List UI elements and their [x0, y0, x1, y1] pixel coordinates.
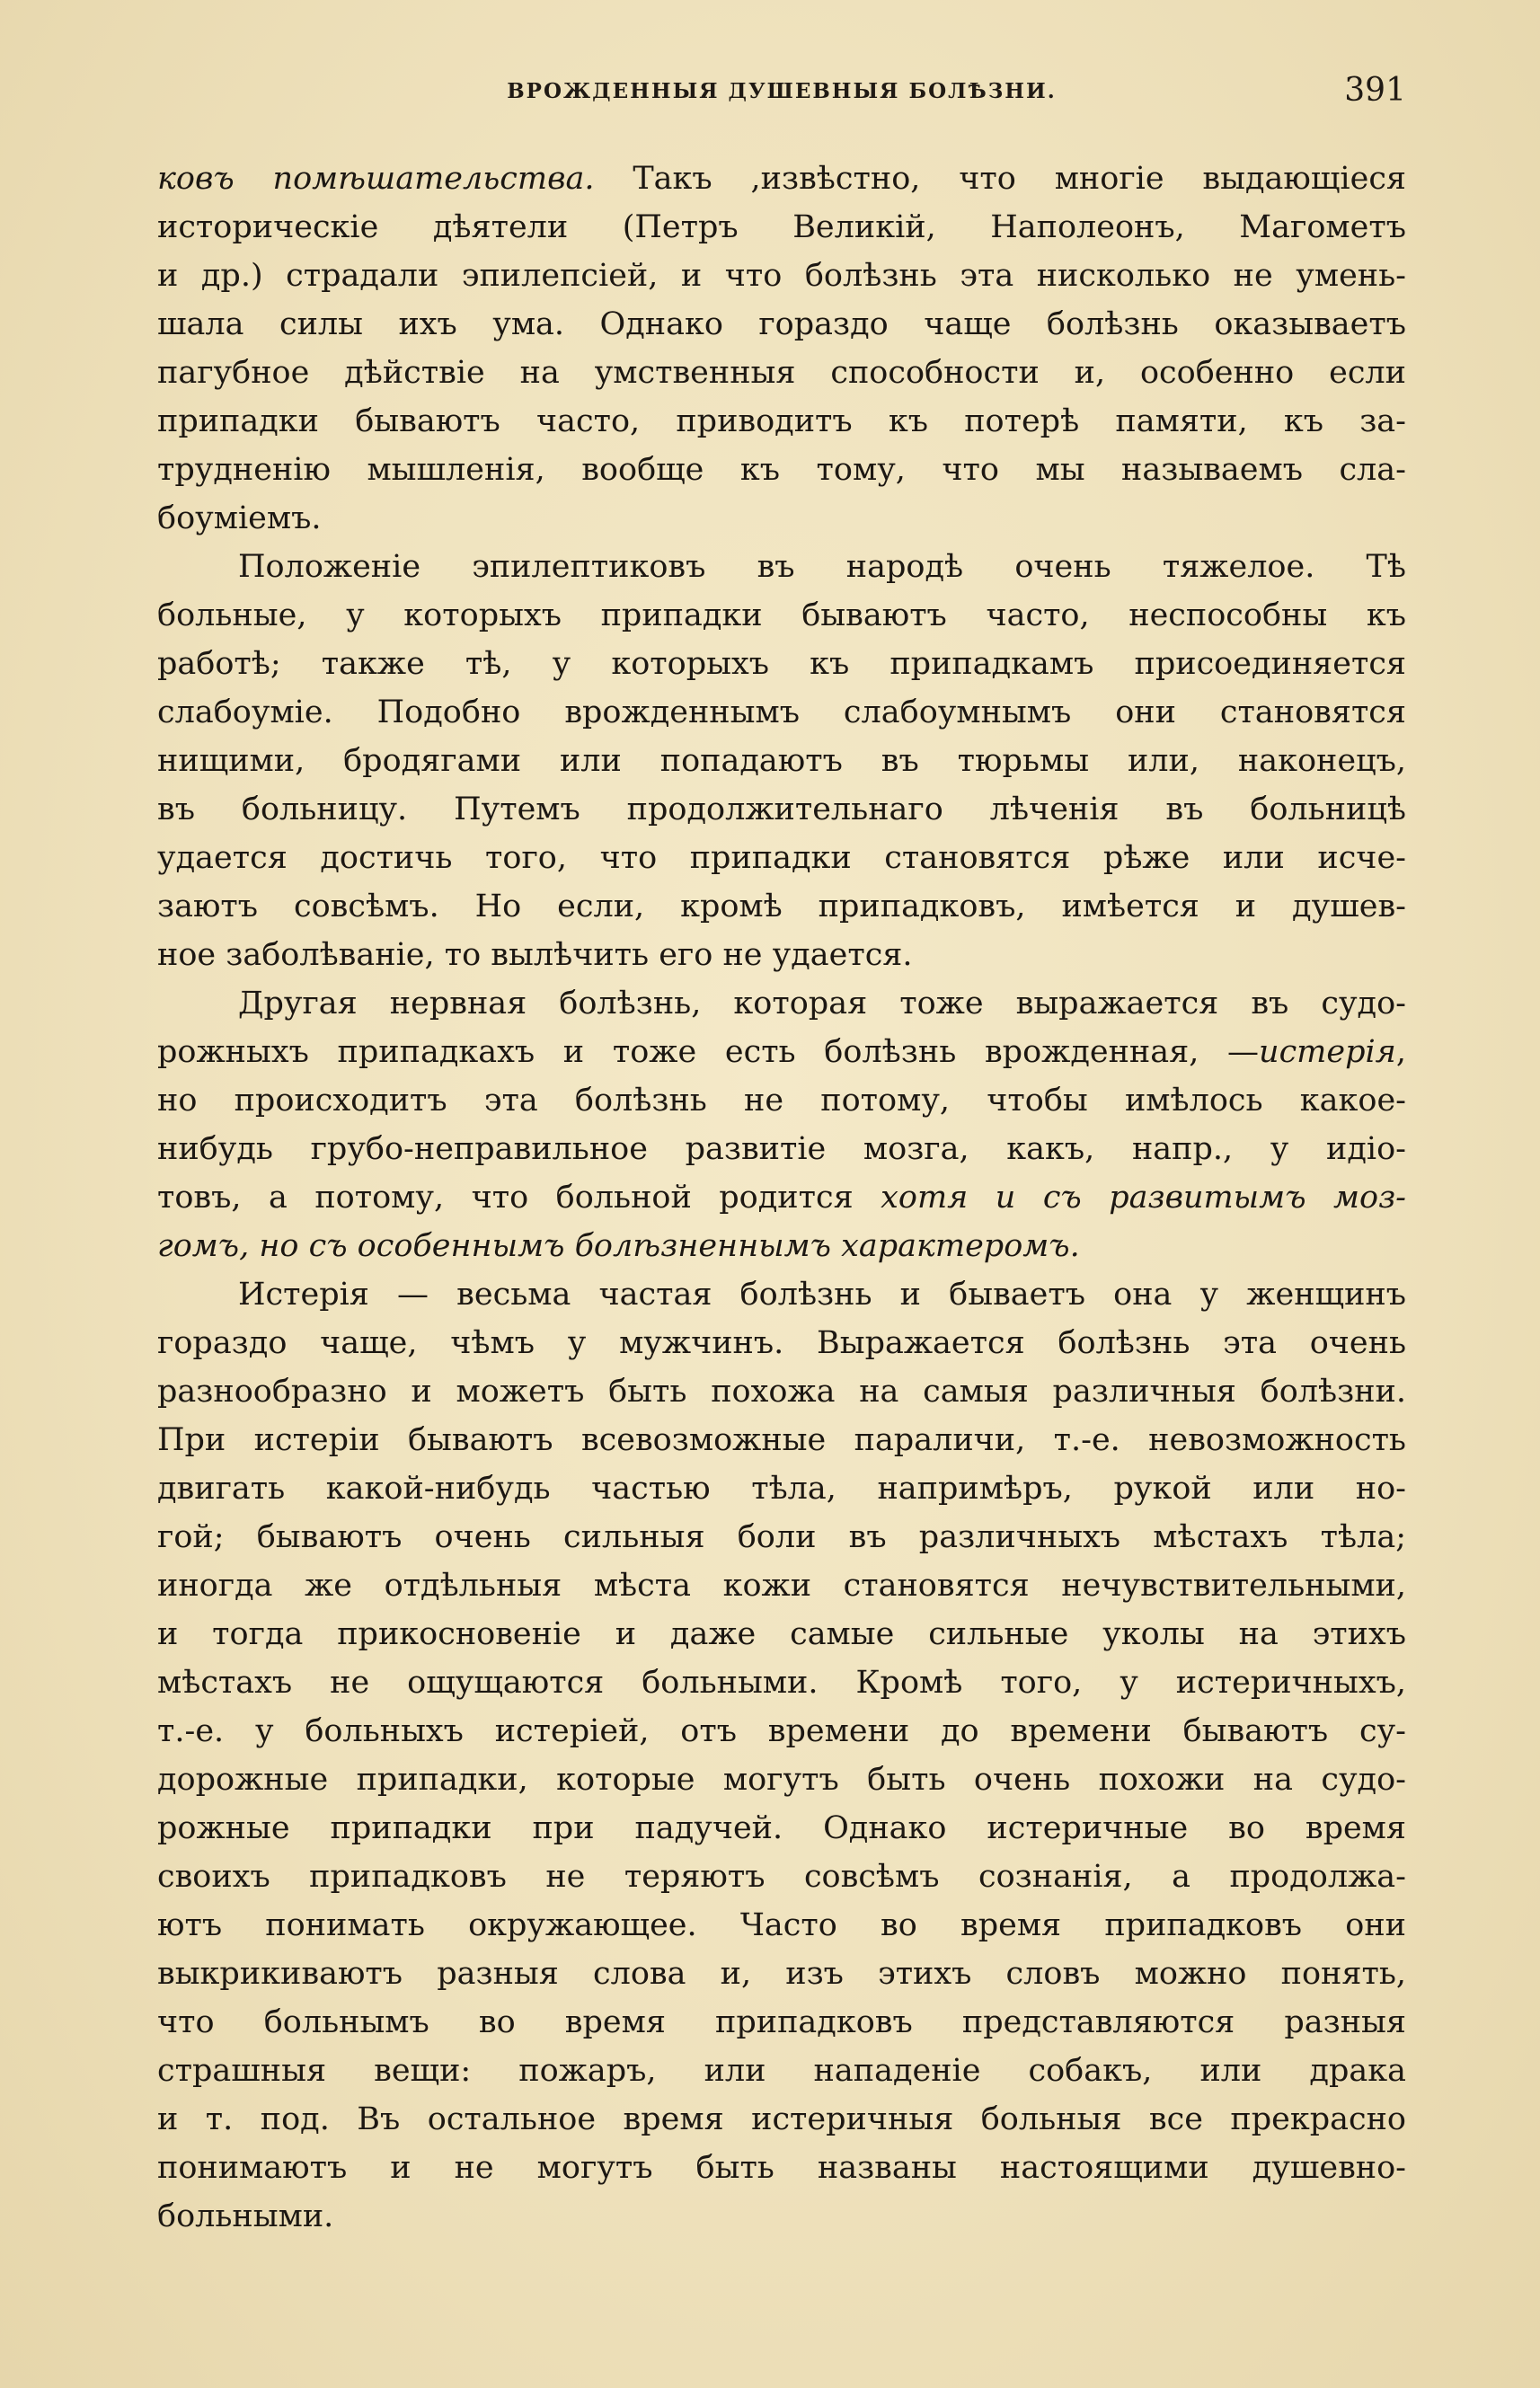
text-run: и др.) страдали эпилепсіей, и что болѣзнь эта нисколько не умень-: [157, 258, 1406, 294]
text-run: При истеріи бываютъ всевозможные параличи, т.-е. невозможность: [157, 1422, 1406, 1458]
italic-text: хотя и съ развитымъ моз-: [881, 1180, 1407, 1216]
text-run: т.-е. у больныхъ истеріей, отъ времени до времени бываютъ су-: [157, 1713, 1406, 1749]
text-line: [157, 931, 1406, 979]
text-line: [157, 543, 1406, 591]
text-line: [157, 688, 1406, 737]
text-run: ное заболѣваніе, то вылѣчить его не удается.: [157, 937, 913, 973]
text-run: слабоуміе. Подобно врожденнымъ слабоумнымъ они становятся: [157, 694, 1406, 730]
text-line: [157, 1028, 1406, 1076]
text-line: [157, 2047, 1406, 2095]
text-run: въ больницу. Путемъ продолжительнаго лѣченія въ больницѣ: [157, 792, 1406, 827]
text-line: [157, 1901, 1406, 1950]
text-line: [157, 1610, 1406, 1658]
text-line: [157, 1222, 1406, 1270]
text-run: и тогда прикосновеніе и даже самые сильные уколы на этихъ: [157, 1616, 1406, 1652]
text-run: разнообразно и можетъ быть похожа на самыя различныя болѣзни.: [157, 1374, 1406, 1410]
text-run: гораздо чаще, чѣмъ у мужчинъ. Выражается болѣзнь эта очень: [157, 1325, 1406, 1361]
text-line: [157, 494, 1406, 543]
text-run: нибудь грубо-неправильное развитіе мозга, какъ, напр., у идіо-: [157, 1131, 1406, 1167]
text-run: шала силы ихъ ума. Однако гораздо чаще болѣзнь оказываетъ: [157, 306, 1406, 342]
text-run: ютъ понимать окружающее. Часто во время припадковъ они: [157, 1907, 1406, 1943]
text-line: [157, 785, 1406, 834]
text-run: больными.: [157, 2198, 334, 2234]
text-run: товъ, а потому, что больной родится: [157, 1180, 881, 1216]
body-text: [157, 155, 1406, 2241]
text-line: [157, 1756, 1406, 1804]
text-line: [157, 1853, 1406, 1901]
text-run: мѣстахъ не ощущаются больными. Кромѣ того, у истеричныхъ,: [157, 1665, 1406, 1701]
text-run: двигать какой-нибудь частью тѣла, напримѣръ, рукой или но-: [157, 1471, 1406, 1507]
text-line: [157, 1658, 1406, 1707]
text-line: [157, 1804, 1406, 1853]
text-line: [157, 2144, 1406, 2192]
text-line: [157, 737, 1406, 785]
text-line: [157, 834, 1406, 882]
text-run: больные, у которыхъ припадки бываютъ часто, неспособны къ: [157, 597, 1406, 633]
text-run: дорожные припадки, которые могутъ быть очень похожи на судо-: [157, 1762, 1406, 1798]
text-line: [157, 2095, 1406, 2144]
text-run: ,: [1395, 1034, 1406, 1070]
text-line: [157, 1707, 1406, 1756]
text-run: нищими, бродягами или попадаютъ въ тюрьмы или, наконецъ,: [157, 743, 1406, 779]
italic-text: ковъ помѣшательства.: [157, 161, 595, 197]
text-line: [157, 1076, 1406, 1125]
text-line: [157, 1513, 1406, 1561]
text-line: [157, 591, 1406, 640]
text-line: [157, 1416, 1406, 1464]
page-number: 391: [1344, 72, 1406, 109]
text-run: понимаютъ и не могутъ быть названы настоящими душевно-: [157, 2150, 1406, 2186]
italic-text: истерія: [1259, 1034, 1396, 1070]
text-line: [157, 1464, 1406, 1513]
text-run: страшныя вещи: пожаръ, или нападеніе собакъ, или драка: [157, 2053, 1406, 2089]
text-run: рожныхъ припадкахъ и тоже есть болѣзнь врожденная, —: [157, 1034, 1260, 1070]
text-run: историческіе дѣятели (Петръ Великій, Наполеонъ, Магометъ: [157, 209, 1406, 245]
text-line: [157, 252, 1406, 300]
text-run: гой; бываютъ очень сильныя боли въ различныхъ мѣстахъ тѣла;: [157, 1519, 1406, 1555]
text-run: Такъ ,извѣстно, что многіе выдающіеся: [594, 161, 1406, 197]
text-run: иногда же отдѣльныя мѣста кожи становятся нечувствительными,: [157, 1568, 1406, 1604]
text-line: [157, 640, 1406, 688]
text-run: Другая нервная болѣзнь, которая тоже выражается въ судо-: [238, 986, 1406, 1022]
text-line: [157, 979, 1406, 1028]
text-run: пагубное дѣйствіе на умственныя способности и, особенно если: [157, 355, 1406, 391]
text-run: боуміемъ.: [157, 500, 322, 536]
italic-text: гомъ, но съ особеннымъ болѣзненнымъ характеромъ.: [157, 1228, 1080, 1264]
text-line: [157, 1319, 1406, 1367]
text-line: [157, 1367, 1406, 1416]
text-run: рожные припадки при падучей. Однако истеричные во время: [157, 1810, 1406, 1846]
text-run: что больнымъ во время припадковъ представляются разныя: [157, 2004, 1406, 2040]
text-line: [157, 1270, 1406, 1319]
text-line: [157, 397, 1406, 446]
text-line: [157, 2192, 1406, 2241]
text-line: [157, 203, 1406, 252]
text-run: работѣ; также тѣ, у которыхъ къ припадкамъ присоединяется: [157, 646, 1406, 682]
text-run: Истерія — весьма частая болѣзнь и бываетъ она у женщинъ: [238, 1277, 1406, 1313]
text-run: удается достичь того, что припадки становятся рѣже или исче-: [157, 840, 1406, 876]
text-run: припадки бываютъ часто, приводитъ къ потерѣ памяти, къ за-: [157, 403, 1406, 439]
running-head: [157, 72, 1406, 108]
text-run: Положеніе эпилептиковъ въ народѣ очень тяжелое. Тѣ: [238, 549, 1406, 585]
text-line: [157, 349, 1406, 397]
text-run: выкрикиваютъ разныя слова и, изъ этихъ словъ можно понять,: [157, 1956, 1406, 1992]
text-line: [157, 300, 1406, 349]
text-run: своихъ припадковъ не теряютъ совсѣмъ сознанія, а продолжа-: [157, 1859, 1406, 1895]
text-line: [157, 1561, 1406, 1610]
running-head-title: ВРОЖДЕННЫЯ ДУШЕВНЫЯ БОЛѢЗНИ.: [507, 79, 1057, 103]
text-line: [157, 446, 1406, 494]
text-line: [157, 1998, 1406, 2047]
text-run: и т. под. Въ остальное время истеричныя больныя все прекрасно: [157, 2101, 1406, 2137]
text-run: заютъ совсѣмъ. Но если, кромѣ припадковъ, имѣется и душев-: [157, 889, 1406, 924]
text-run: трудненію мышленія, вообще къ тому, что мы называемъ сла-: [157, 452, 1406, 488]
text-run: но происходитъ эта болѣзнь не потому, чтобы имѣлось какое-: [157, 1083, 1406, 1119]
text-line: [157, 155, 1406, 203]
text-line: [157, 882, 1406, 931]
text-line: [157, 1950, 1406, 1998]
text-line: [157, 1173, 1406, 1222]
text-line: [157, 1125, 1406, 1173]
